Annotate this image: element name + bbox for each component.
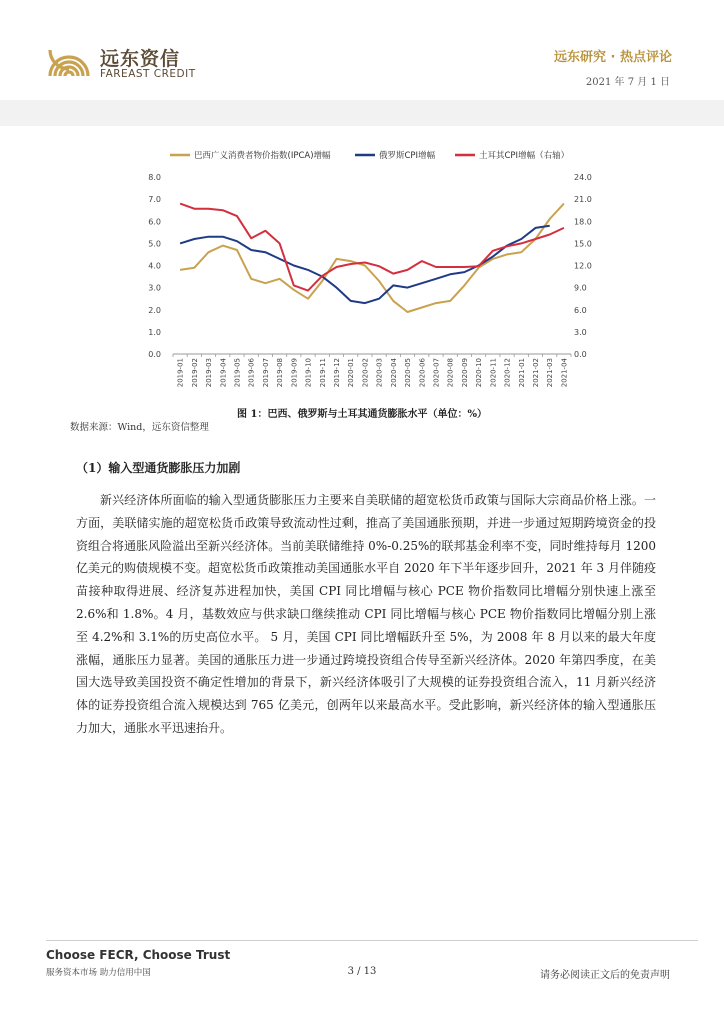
page-number: 3 / 13	[347, 966, 377, 977]
x-tick-label: 2019-01	[176, 358, 185, 388]
x-tick-label: 2019-06	[247, 358, 256, 388]
y-right-tick-label: 24.0	[574, 173, 592, 182]
x-tick-label: 2020-08	[446, 358, 455, 388]
chart-lines	[180, 204, 564, 312]
brand-subtitle: FAREAST CREDIT	[100, 68, 196, 80]
x-tick-label: 2019-07	[261, 358, 270, 388]
footer-slogan: Choose FECR, Choose Trust	[46, 948, 231, 962]
footer-tagline: 服务资本市场 助力信用中国	[46, 968, 151, 978]
x-tick-label: 2019-02	[190, 358, 199, 388]
x-tick-label: 2019-11	[318, 358, 327, 388]
y-right-tick-label: 21.0	[574, 195, 592, 205]
legend-label: 巴西广义消费者物价指数(IPCA)增幅	[194, 151, 331, 161]
y-left-tick-label: 3.0	[148, 283, 161, 293]
x-tick-label: 2020-01	[347, 358, 356, 388]
y-left-tick-label: 7.0	[148, 195, 161, 205]
series-line	[180, 204, 564, 312]
y-left-tick-label: 6.0	[148, 217, 161, 227]
chart-legend	[170, 150, 569, 161]
y-right-tick-label: 18.0	[574, 217, 592, 227]
x-tick-label: 2020-05	[404, 358, 413, 388]
x-tick-label: 2021-02	[531, 358, 540, 388]
x-tick-label: 2019-04	[219, 358, 228, 388]
x-tick-label: 2019-03	[205, 358, 214, 388]
x-tick-label: 2019-12	[332, 358, 341, 388]
y-left-tick-label: 4.0	[148, 261, 161, 271]
report-date: 2021 年 7 月 1 日	[585, 77, 670, 88]
x-tick-label: 2020-07	[432, 358, 441, 388]
x-tick-label: 2020-04	[389, 358, 398, 388]
y-left-tick-label: 1.0	[148, 327, 161, 337]
y-left-tick-label: 8.0	[148, 173, 161, 182]
chart-caption: 图 1：巴西、俄罗斯与土耳其通货膨胀水平（单位：%）	[237, 409, 487, 420]
report-type: 远东研究 · 热点评论	[554, 50, 672, 65]
x-tick-label: 2021-03	[546, 358, 555, 388]
y-right-tick-label: 3.0	[574, 327, 587, 337]
y-right-tick-label: 9.0	[574, 283, 587, 293]
x-tick-label: 2020-03	[375, 358, 384, 388]
legend-label: 土耳其CPI增幅（右轴）	[479, 151, 570, 161]
x-tick-label: 2020-09	[460, 358, 469, 388]
x-tick-label: 2019-08	[276, 358, 285, 388]
x-tick-label: 2020-02	[361, 358, 370, 388]
body-paragraph: 新兴经济体所面临的输入型通货膨胀压力主要来自美联储的超宽松货币政策与国际大宗商品价格上涨。一方面，美联储实施的超宽松货币政策导致流动性过剩，推高了美国通胀预期，并进一步通过短期跨境资金的投资组合将通胀风险溢出至新兴经济体。当前美联储维持 0%-0.25%的联邦基金利率不变，同时维持每月 1200 亿美元的购债规模不变。超宽松货币政策推动美国通胀水平自 2020 年下半年逐步回升，2021 年 3 月伴随疫苗接种取得进展、经济复苏进程加快，美国 CPI 同比增幅与核心 PCE 物价指数同比增幅分别快速上涨至 2.6%和 1.8%。4 月，基数效应与供求缺口继续推动 CPI 同比增幅与核心 PCE 物价指数同比增幅分别上涨至 4.2%和 3.1%的历史高位水平。 5 月，美国 CPI 同比增幅跃升至 5%，为 2008 年 8 月以来的最大年度涨幅，通胀压力显著。美国的通胀压力进一步通过跨境投资组合传导至新兴经济体。2020 年第四季度，在美国大选导致美国投资不确定性增加的背景下，新兴经济体吸引了大规模的证券投资组合流入，11 月新兴经济体的证券投资组合流入规模达到 765 亿美元，创两年以来最高水平。受此影响，新兴经济体的输入型通胀压力加大，通胀水平迅速抬升。	[76, 493, 656, 735]
y-right-tick-label: 15.0	[574, 239, 592, 249]
y-left-tick-label: 0.0	[148, 350, 161, 359]
chart-axes	[148, 173, 592, 387]
x-tick-label: 2020-10	[475, 358, 484, 388]
data-source: 数据来源：Wind，远东资信整理	[70, 422, 209, 433]
legend-label: 俄罗斯CPI增幅	[379, 151, 436, 161]
x-tick-label: 2019-10	[304, 358, 313, 388]
section-heading: （1）输入型通货膨胀压力加剧	[76, 461, 241, 475]
x-tick-label: 2020-06	[418, 358, 427, 388]
x-tick-label: 2019-09	[290, 358, 299, 388]
x-tick-label: 2021-04	[560, 358, 569, 388]
series-line	[180, 226, 550, 303]
y-right-tick-label: 0.0	[574, 350, 587, 359]
series-line	[180, 204, 564, 291]
brand-name: 远东资信	[100, 48, 181, 70]
y-right-tick-label: 6.0	[574, 305, 587, 315]
disclaimer-note: 请务必阅读正文后的免责声明	[540, 970, 670, 981]
x-tick-label: 2020-12	[503, 358, 512, 388]
y-right-tick-label: 12.0	[574, 261, 592, 271]
inflation-chart	[130, 140, 590, 400]
x-tick-label: 2020-11	[489, 358, 498, 388]
y-left-tick-label: 5.0	[148, 239, 161, 249]
x-tick-label: 2021-01	[517, 358, 526, 388]
header-band	[0, 100, 724, 126]
x-tick-label: 2019-05	[233, 358, 242, 388]
footer-divider	[46, 940, 698, 941]
y-left-tick-label: 2.0	[148, 305, 161, 315]
fareast-logo-icon	[46, 42, 92, 82]
